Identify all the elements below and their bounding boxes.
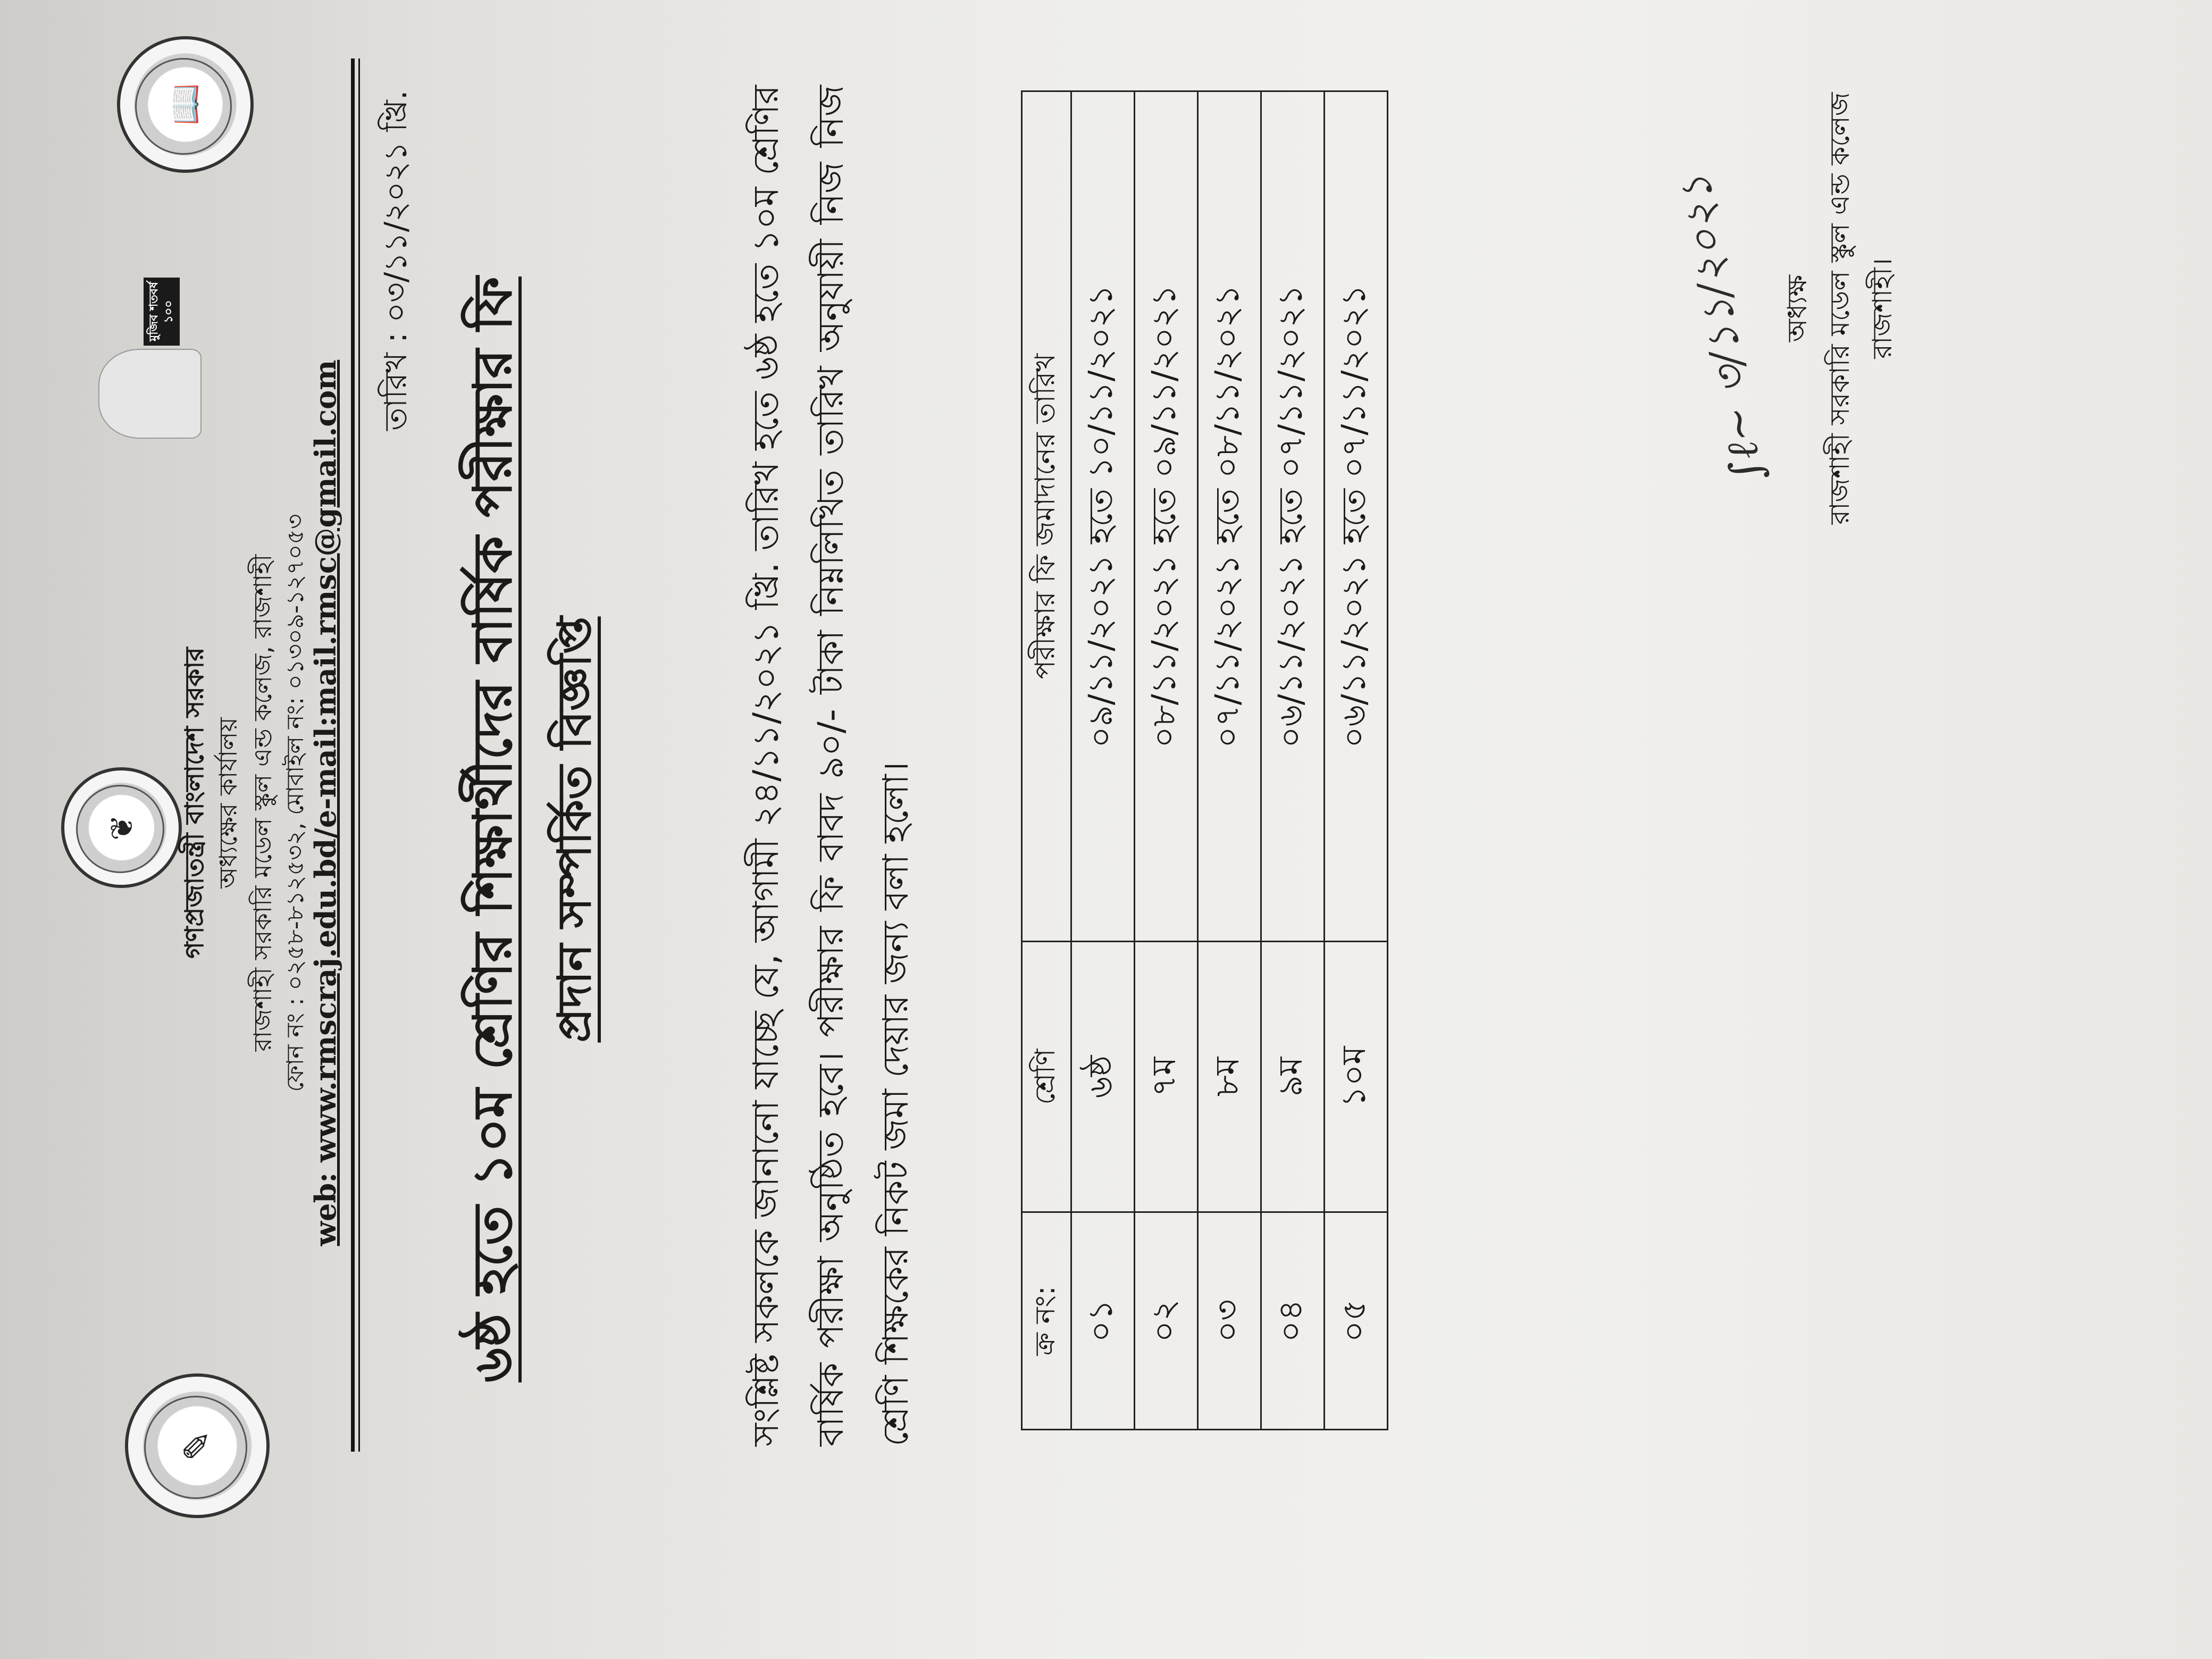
header-divider-thin (358, 58, 360, 1452)
signatory-title: অধ্যক্ষ (1782, 274, 1813, 342)
signature-date: ৩/১১/২০২১ (1670, 170, 1757, 398)
office-title: অধ্যক্ষের কার্যালয় (214, 717, 242, 889)
signatory-city: রাজশাহী। (1867, 258, 1898, 359)
college-name: রাজশাহী সরকারি মডেল স্কুল এন্ড কলেজ, রাজশাহী (248, 554, 277, 1052)
serial-cell: ০২ (1135, 1212, 1198, 1430)
web-email-link[interactable]: web: www.rmscraj.edu.bd/e-mail:mail.rmsc@gmail.com (308, 359, 342, 1246)
table-header-row (1022, 91, 1071, 1430)
col-class-header: শ্রেণি (1022, 942, 1071, 1212)
date-range-cell: ০৬/১১/২০২১ হতে ০৭/১১/২০২১ (1325, 91, 1388, 942)
serial-cell: ০১ (1071, 1212, 1135, 1430)
serial-cell: ০৫ (1325, 1212, 1388, 1430)
notice-title: ৬ষ্ঠ হতে ১০ম শ্রেণির শিক্ষার্থীদের বার্ষিক পরীক্ষার ফি (462, 276, 524, 1382)
school-logo-icon: 📖 (117, 36, 254, 173)
col-serial-header: ক্র নং: (1022, 1212, 1071, 1430)
signatory-institution: রাজশাহী সরকারি মডেল স্কুল এন্ড কলেজ (1824, 92, 1855, 525)
date-range-cell: ০৭/১১/২০২১ হতে ০৮/১১/২০২১ (1198, 91, 1261, 942)
class-cell: ১০ম (1325, 942, 1388, 1212)
notice-date: তারিখ : ০৩/১১/২০২১ খ্রি. (378, 90, 414, 431)
bangladesh-emblem-icon: ❦ (61, 767, 182, 888)
notice-body: সংশ্লিষ্ট সকলকে জানানো যাচ্ছে যে, আগামী ২৪/১১/২০২১ খ্রি. তারিখ হতে ৬ষ্ঠ হতে ১০ম শ্রেণির বার্ষিক পরীক্ষা অনুষ্ঠিত হবে। পরীক্ষার ফি বাবদ ৯০/- টাকা নিম্নলিখিত তারিখ অনুযায়ী নিজ নিজ শ্রেণি শিক্ষকের নিকট জমা দেয়ার জন্য বলা হলো। (745, 85, 916, 1446)
date-range-cell: ০৮/১১/২০২১ হতে ০৯/১১/২০২১ (1135, 91, 1198, 942)
date-range-cell: ০৯/১১/২০২১ হতে ১০/১১/২০২১ (1071, 91, 1135, 942)
table-row (1261, 91, 1325, 1430)
contact-phone: ফোন নং : ০২৫৮-৮১২৫৩২, মোবাইল নং: ০১৩০৯-১২৭০৫৩ (282, 514, 309, 1092)
notice-subtitle: প্রদান সম্পর্কিত বিজ্ঞপ্তি (548, 616, 601, 1043)
class-cell: ৬ষ্ঠ (1071, 942, 1135, 1212)
class-cell: ৭ম (1135, 942, 1198, 1212)
class-cell: ৮ম (1198, 942, 1261, 1212)
serial-cell: ০৩ (1198, 1212, 1261, 1430)
header-divider (351, 58, 355, 1452)
serial-cell: ০৪ (1261, 1212, 1325, 1430)
table-row (1198, 91, 1261, 1430)
college-seal-icon: ✎ (125, 1373, 270, 1518)
table-row (1071, 91, 1135, 1430)
class-cell: ৯ম (1261, 942, 1325, 1212)
table-row (1135, 91, 1198, 1430)
date-range-cell: ০৬/১১/২০২১ হতে ০৭/১১/২০২১ (1261, 91, 1325, 942)
govt-title: গণপ্রজাতন্ত্রী বাংলাদেশ সরকার (180, 647, 210, 959)
signature-scribble: ∫ℓ~ (1711, 403, 1773, 486)
signature-block (1776, 43, 1904, 574)
fee-schedule-table (1021, 90, 1388, 1430)
mujib-centenary-badge: মুজিব শতবর্ষ ১০০ (144, 278, 180, 346)
table-row (1325, 91, 1388, 1430)
principal-signature (1646, 77, 1786, 487)
col-date-header: পরীক্ষার ফি জমাদানের তারিখ (1022, 91, 1071, 942)
notice-document (32, 32, 2180, 1627)
